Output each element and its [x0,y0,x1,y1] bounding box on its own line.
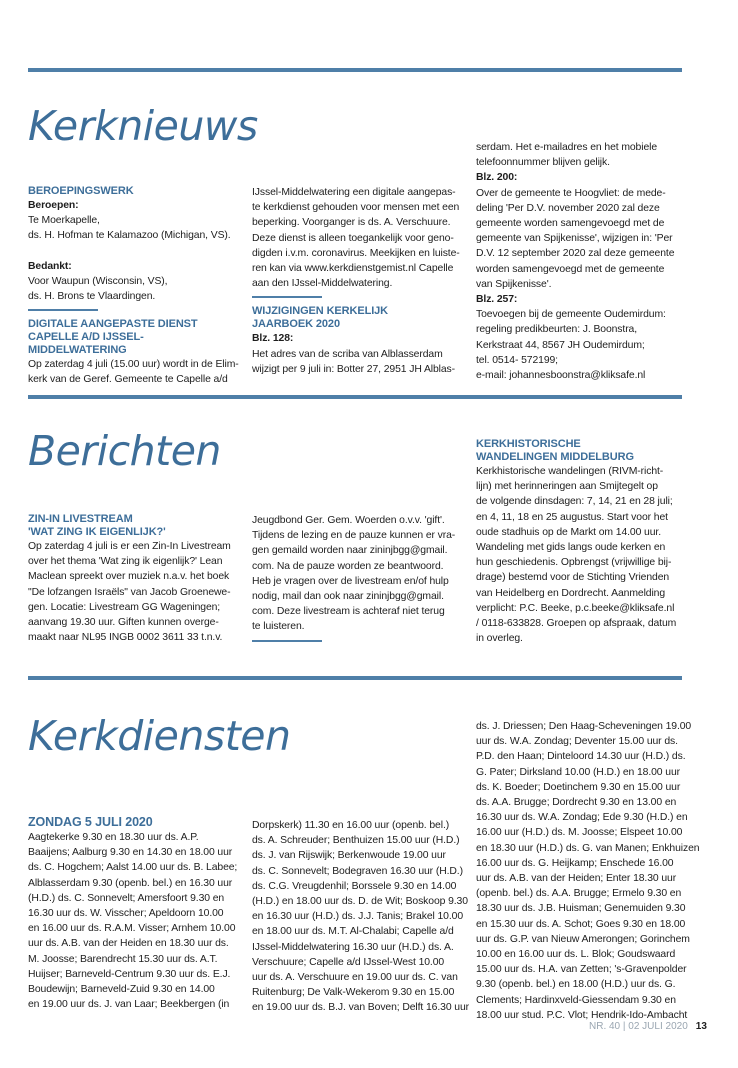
kerkhistorische-text [476,464,684,646]
text-line: aan den IJssel-Middelwatering. [252,278,393,290]
nieuws-column-3 [476,140,684,383]
text-line: D.V. 12 september 2020 zal deze gemeente [476,248,675,260]
heading-zin-in-l2: 'WAT ZING IK EIGENLIJK?' [28,526,166,538]
text-line: Voor Waupun (Wisconsin, VS), [28,275,168,287]
text-line: (H.D.) ds. C. Sonnevelt; Amersfoort 9.30 en [28,892,225,904]
text-line: maakt naar NL95 INGB 0002 3611 33 t.n.v. [28,632,223,644]
text-line: 18.00 uur stud. P.C. Vlot; Hendrik-Ido-Ambacht [476,1009,688,1021]
label-beroepen: Beroepen: [28,200,79,211]
text-line: P.D. den Haan; Dinteloord 14.30 uur (H.D.) ds. [476,751,686,763]
text-line: Op zaterdag 4 juli is er een Zin-In Livestream [28,541,231,552]
text-line: de volgende dinsdagen: 7, 14, 21 en 28 juli; [476,496,673,508]
text-line: regeling predikbeurten: J. Boonstra, [476,324,638,336]
text-line: gemeente van Spijkenisse', wijzigen in: 'Per [476,233,673,245]
separator-rule [252,640,322,642]
bedankt-text [28,274,236,304]
page-footer [589,1021,707,1032]
text-line: Tijdens de lezing en de pauze kunnen er vra- [252,530,456,542]
text-line: Heb je vragen over de livestream en/of hulp [252,575,449,587]
text-line: en 19.00 uur ds. B.J. van Boven; Delft 16.30 uur [252,1002,470,1014]
label-bedankt: Bedankt: [28,260,72,272]
text-line: uur ds. A.B. van der Heiden en 18.30 uur ds. [28,938,229,950]
text-line: Jeugdbond Ger. Gem. Woerden o.v.v. 'gift'. [252,515,445,526]
diensten-column-3 [476,719,700,1023]
text-line: Over de gemeente te Hoogvliet: de mede- [476,187,666,199]
text-line: gen gemaild worden naar zininjbgg@gmail. [252,545,448,557]
text-line: "De lofzangen Israëls" van Jacob Groenewe- [28,586,231,598]
section-title-kerkdiensten: Kerkdiensten [28,712,291,760]
text-line: ds. K. Boeder; Doetinchem 9.30 en 15.00 uur [476,781,681,793]
section-title-berichten: Berichten [28,427,221,475]
berichten-column-2 [252,513,460,649]
text-line: ds. C. Sonnevelt; Bodegraven 16.30 uur (H.D.) [252,865,463,877]
separator-rule [28,309,98,311]
text-line: uur ds. W.A. Zondag; Deventer 15.00 uur ds. [476,736,678,748]
text-line: / 0118-633828. Groepen op afspraak, datum [476,618,677,630]
text-line: en 16.30 uur (H.D.) ds. J.J. Tanis; Brakel 10.00 [252,911,464,923]
text-line: com. Deze livestream is achteraf niet terug [252,606,445,618]
section-rule-top [28,68,682,72]
text-line: en 4, 11, 18 en 25 augustus. Start voor het [476,511,668,523]
text-line: IJssel-Middelwatering een digitale aangepas- [252,187,456,198]
heading-beroepingswerk: BEROEPINGSWERK [28,185,134,197]
date-heading: ZONDAG 5 JULI 2020 [28,815,153,829]
text-line: in overleg. [476,633,523,645]
blz-128-text [252,347,460,377]
beroepen-text [28,213,236,243]
text-line: 10.00 en 16.00 uur ds. L. Blok; Goudswaard [476,949,676,961]
text-line: Op zaterdag 4 juli (15.00 uur) wordt in de Elim- [28,359,239,371]
berichten-column-3 [476,438,684,646]
diensten-text-2 [252,818,470,1016]
text-line: Aagtekerke 9.30 en 18.30 uur ds. A.P. [28,832,199,843]
text-line: serdam. Het e-mailadres en het mobiele [476,142,658,153]
text-line: 9.30 (openb. bel.) en 18.00 (H.D.) uur ds. G. [476,979,676,991]
berichten-column-1 [28,513,236,645]
text-line: com. Na de pauze worden ze beantwoord. [252,560,444,572]
text-line: telefoonnummer blijven gelijk. [476,157,610,169]
text-line: ds. C. Hogchem; Aalst 14.00 uur ds. B. Labee; [28,862,238,874]
diensten-column-1 [28,815,236,1012]
zin-in-text-cont [252,513,460,635]
text-line: IJssel-Middelwatering 16.30 uur (H.D.) ds. A. [252,941,454,953]
page-number: 13 [695,1021,707,1032]
text-line: Huijser; Barneveld-Centrum 9.30 uur ds. E.J. [28,968,231,980]
text-line: en 19.00 uur ds. J. van Laar; Beekbergen (in [28,999,230,1011]
text-line: over het thema 'Wat zing ik eigenlijk?' Lean [28,556,223,568]
text-line: en 18.00 uur ds. M.T. Al-Chalabi; Capelle a/d [252,926,454,938]
blz-257-text [476,307,684,383]
text-line: ds. J. van Rijswijk; Berkenwoude 19.00 uur [252,850,446,862]
text-line: gen. Locatie: Livestream GG Wageningen; [28,601,221,613]
text-line: lijn) met herinneringen aan Smijtegelt op [476,481,658,493]
text-line: Dorpskerk) 11.30 en 16.00 uur (openb. bel.) [252,820,450,831]
label-blz-128: Blz. 128: [252,333,294,345]
text-line: oude stadhuis op de Markt om 14.00 uur. [476,526,661,538]
text-line: kerk van de Geref. Gemeente te Capelle a/d [28,374,228,386]
issue-info: NR. 40 | 02 JULI 2020 [589,1021,688,1032]
heading-digitale-dienst-l1: DIGITALE AANGEPASTE DIENST [28,318,198,331]
zin-in-text [28,539,236,645]
text-line: 15.00 uur ds. H.A. van Zetten; 's-Gravenpolder [476,964,687,976]
text-line: e-mail: johannesboonstra@kliksafe.nl [476,370,646,382]
text-line: Toevoegen bij de gemeente Oudemirdum: [476,309,666,321]
text-line: en 16.00 uur ds. R.A.M. Visser; Arnhem 10.00 [28,923,236,935]
text-line: ds. J. Driessen; Den Haag-Scheveningen 19.00 [476,721,692,732]
digitale-dienst-text-cont [252,185,460,291]
text-line: ds. H. Hofman te Kalamazoo (Michigan, VS). [28,230,231,242]
text-line: nodig, mail dan ook naar zininjbgg@gmail. [252,591,444,603]
text-line: en 15.30 uur ds. A. Schot; Goes 9.30 en 18.00 [476,918,686,930]
diensten-column-2 [252,818,470,1016]
text-line: Maclean spreekt over muziek n.a.v. het boek [28,571,230,583]
text-line: uur ds. A.B. van der Heiden; Enter 18.30 uur [476,873,677,885]
text-line: deling 'Per D.V. november 2020 zal deze [476,202,660,214]
text-line: gemeente worden samengevoegd met de [476,218,665,230]
text-line: uur ds. G.P. van Nieuw Amerongen; Gorinchem [476,933,690,945]
text-line: Boudewijn; Barneveld-Zuid 9.30 en 14.00 [28,984,215,996]
text-line: van Spijkenisse'. [476,278,552,290]
text-line: Kerkstraat 44, 8567 JH Oudemirdum; [476,339,645,351]
diensten-text-3 [476,719,700,1023]
text-line: uur ds. A. Verschuure en 19.00 uur ds. C. van [252,972,458,984]
text-line: 16.30 uur ds. W. Visscher; Apeldoorn 10.00 [28,908,224,920]
nieuws-column-1 [28,185,239,388]
text-line: Clements; Hardinxveld-Giessendam 9.30 en [476,994,676,1006]
text-line: tel. 0514- 572199; [476,354,558,366]
text-line: te kerkdienst gehouden voor mensen met een [252,202,460,214]
text-line: Het adres van de scriba van Alblasserdam [252,348,443,360]
nieuws-column-2 [252,185,460,377]
text-line: digden i.v.m. coronavirus. Meekijken en luiste- [252,247,460,259]
text-line: 16.30 uur ds. W.A. Zondag; Ede 9.30 (H.D.) en [476,812,688,824]
text-line: ds. A.A. Brugge; Dordrecht 9.30 en 13.00 en [476,797,677,809]
text-line: beperking. Voorganger is ds. A. Verschuure. [252,217,451,229]
text-line: worden samengevoegd met de gemeente [476,263,665,275]
text-line: Verschuure; Capelle a/d IJssel-West 10.00 [252,956,445,968]
text-line: Wandeling met gids langs oude kerken en [476,542,666,554]
text-line: te luisteren. [252,621,305,633]
text-line: en 18.30 uur (H.D.) ds. G. van Manen; Enkhuizen [476,842,700,854]
text-line: 16.00 uur ds. G. Heijkamp; Enschede 16.00 [476,857,674,869]
text-line: Deze dienst is alleen toegankelijk voor geno- [252,232,454,244]
text-line: G. Pater; Dirksland 10.00 (H.D.) en 18.00 uur [476,766,680,778]
blz-200-text [476,186,684,292]
text-line: Ruitenburg; De Valk-Wekerom 9.30 en 15.00 [252,987,455,999]
text-line: Te Moerkapelle, [28,215,100,227]
text-line: ren kan via www.kerkdienstgemist.nl Capelle [252,263,454,275]
section-rule-berichten [28,395,682,399]
text-line: Kerkhistorische wandelingen (RIVM-richt- [476,466,664,477]
heading-kerkhistorische-l2: WANDELINGEN MIDDELBURG [476,451,634,463]
text-line: drage) bestemd voor de Stichting Vrienden [476,572,670,584]
text-line: ds. H. Brons te Vlaardingen. [28,291,156,303]
text-line: (H.D.) en 18.00 uur ds. D. de Wit; Boskoop 9.30 [252,896,468,908]
heading-kerkhistorische-l1: KERKHISTORISCHE [476,438,581,450]
diensten-text-1 [28,830,236,1012]
text-line: verplicht: P.C. Beeke, p.c.beeke@kliksafe.nl [476,602,675,614]
text-line: 18.30 uur ds. J.B. Huisman; Genemuiden 9.30 [476,903,686,915]
text-line: hun geschiedenis. Opbrengst (vrijwillige bij- [476,557,672,569]
section-rule-kerkdiensten [28,676,682,680]
text-line: M. Joosse; Barendrecht 15.30 uur ds. A.T. [28,953,218,965]
text-line: van Heidelberg en Dordrecht. Aanmelding [476,587,666,599]
heading-zin-in-l1: ZIN-IN LIVESTREAM [28,513,133,525]
label-blz-200: Blz. 200: [476,172,518,184]
text-line: 16.00 uur (H.D.) ds. M. Joosse; Elspeet 10.00 [476,827,683,839]
blz-128-text-cont [476,140,684,170]
heading-wijzigingen-l1: WIJZIGINGEN KERKELIJK [252,305,389,318]
separator-rule [252,296,322,298]
heading-wijzigingen-l2: JAARBOEK 2020 [252,318,340,331]
text-line: ds. C.G. Vreugdenhil; Borssele 9.30 en 14.00 [252,880,457,892]
text-line: Baaijens; Aalburg 9.30 en 14.30 en 18.00 uur [28,847,233,859]
text-line: ds. A. Schreuder; Benthuizen 15.00 uur (H.D.) [252,835,460,847]
text-line: (openb. bel.) ds. A.A. Brugge; Ermelo 9.30 en [476,888,682,900]
heading-digitale-dienst-l2: CAPELLE A/D IJSSEL-MIDDELWATERING [28,331,144,357]
text-line: Alblasserdam 9.30 (openb. bel.) en 16.30 uur [28,877,233,889]
label-blz-257: Blz. 257: [476,294,518,306]
section-title-kerknieuws: Kerknieuws [28,102,258,150]
text-line: aanvang 19.30 uur. Giften kunnen overge- [28,617,219,629]
digitale-dienst-text [28,357,239,387]
text-line: wijzigt per 9 juli in: Botter 27, 2951 JH Alblas- [252,363,456,375]
